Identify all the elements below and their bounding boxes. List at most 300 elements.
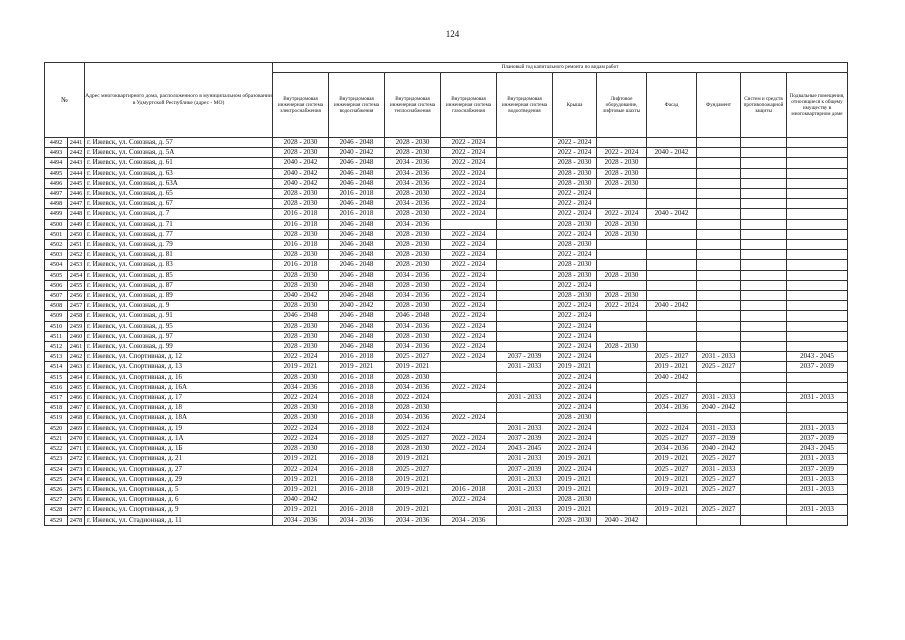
row-year-cell <box>697 260 741 270</box>
row-year-cell: 2022 - 2024 <box>553 444 597 454</box>
row-address: г. Ижевск, ул. Спортивная, д. 29 <box>85 474 273 484</box>
row-year-cell: 2019 - 2021 <box>385 362 441 372</box>
row-year-cell <box>647 413 697 423</box>
row-address: г. Ижевск, ул. Союзная, д. 91 <box>85 311 273 321</box>
row-year-cell <box>597 352 647 362</box>
row-address: г. Ижевск, ул. Спортивная, д. 27 <box>85 464 273 474</box>
row-year-cell <box>441 219 497 229</box>
row-index: 2446 <box>68 189 85 199</box>
row-year-cell: 2040 - 2042 <box>273 168 329 178</box>
row-year-cell: 2022 - 2024 <box>441 168 497 178</box>
row-year-cell <box>497 148 553 158</box>
row-year-cell: 2028 - 2030 <box>597 219 647 229</box>
row-year-cell <box>647 495 697 505</box>
row-year-cell <box>441 505 497 515</box>
row-year-cell: 2022 - 2024 <box>553 331 597 341</box>
row-year-cell <box>697 148 741 158</box>
row-year-cell <box>497 311 553 321</box>
row-year-cell <box>741 148 787 158</box>
row-year-cell: 2028 - 2030 <box>385 138 441 148</box>
row-year-cell <box>787 229 848 239</box>
row-year-cell: 2037 - 2039 <box>497 352 553 362</box>
row-year-cell: 2019 - 2021 <box>647 454 697 464</box>
row-year-cell: 2031 - 2033 <box>787 393 848 403</box>
row-year-cell: 2028 - 2030 <box>385 301 441 311</box>
row-year-cell <box>741 158 787 168</box>
row-year-cell <box>741 505 787 515</box>
row-index: 2443 <box>68 158 85 168</box>
row-year-cell <box>697 250 741 260</box>
row-number: 4497 <box>45 189 68 199</box>
row-year-cell: 2028 - 2030 <box>553 413 597 423</box>
row-number: 4518 <box>45 403 68 413</box>
row-year-cell: 2022 - 2024 <box>441 250 497 260</box>
row-year-cell: 2019 - 2021 <box>273 454 329 464</box>
row-year-cell <box>597 372 647 382</box>
row-year-cell <box>597 382 647 392</box>
row-address: г. Ижевск, ул. Спортивная, д. 12 <box>85 352 273 362</box>
row-index: 2470 <box>68 433 85 443</box>
row-year-cell <box>741 168 787 178</box>
row-address: г. Ижевск, ул. Спортивная, д. 5 <box>85 484 273 494</box>
row-index: 2441 <box>68 138 85 148</box>
row-year-cell <box>441 423 497 433</box>
row-year-cell <box>741 291 787 301</box>
row-year-cell <box>787 189 848 199</box>
row-year-cell <box>741 413 787 423</box>
row-year-cell <box>441 464 497 474</box>
row-address: г. Ижевск, ул. Спортивная, д. 21 <box>85 454 273 464</box>
row-year-cell <box>787 311 848 321</box>
row-year-cell: 2034 - 2036 <box>647 444 697 454</box>
row-year-cell: 2022 - 2024 <box>553 321 597 331</box>
row-year-cell: 2019 - 2021 <box>273 505 329 515</box>
row-year-cell <box>597 321 647 331</box>
row-year-cell <box>647 342 697 352</box>
row-index: 2448 <box>68 209 85 219</box>
row-year-cell: 2028 - 2030 <box>273 413 329 423</box>
row-year-cell: 2016 - 2018 <box>329 413 385 423</box>
row-year-cell <box>441 454 497 464</box>
row-address: г. Ижевск, ул. Спортивная, д. 13 <box>85 362 273 372</box>
row-year-cell: 2028 - 2030 <box>597 229 647 239</box>
row-year-cell <box>647 158 697 168</box>
row-year-cell: 2046 - 2048 <box>273 311 329 321</box>
row-year-cell: 2016 - 2018 <box>329 352 385 362</box>
row-year-cell <box>497 515 553 525</box>
row-address: г. Ижевск, ул. Союзная, д. 57 <box>85 138 273 148</box>
row-year-cell: 2031 - 2033 <box>497 474 553 484</box>
row-year-cell: 2025 - 2027 <box>697 484 741 494</box>
row-year-cell: 2025 - 2027 <box>647 352 697 362</box>
row-year-cell <box>497 291 553 301</box>
row-address: г. Ижевск, ул. Союзная, д. 67 <box>85 199 273 209</box>
row-number: 4516 <box>45 382 68 392</box>
row-year-cell: 2019 - 2021 <box>273 362 329 372</box>
row-year-cell: 2031 - 2033 <box>787 454 848 464</box>
row-year-cell: 2016 - 2018 <box>329 464 385 474</box>
row-year-cell: 2028 - 2030 <box>553 158 597 168</box>
row-year-cell: 2022 - 2024 <box>273 423 329 433</box>
row-year-cell: 2028 - 2030 <box>273 301 329 311</box>
table-row <box>45 209 848 219</box>
row-year-cell: 2046 - 2048 <box>329 138 385 148</box>
row-year-cell <box>787 168 848 178</box>
row-year-cell <box>787 250 848 260</box>
row-year-cell: 2034 - 2036 <box>385 219 441 229</box>
row-year-cell: 2025 - 2027 <box>385 464 441 474</box>
row-number: 4529 <box>45 515 68 525</box>
row-year-cell: 2016 - 2018 <box>329 454 385 464</box>
row-year-cell: 2022 - 2024 <box>553 280 597 290</box>
row-year-cell: 2022 - 2024 <box>441 148 497 158</box>
row-year-cell: 2022 - 2024 <box>553 229 597 239</box>
row-year-cell: 2031 - 2033 <box>697 352 741 362</box>
row-year-cell <box>697 515 741 525</box>
row-year-cell: 2037 - 2039 <box>497 433 553 443</box>
table-row <box>45 352 848 362</box>
row-year-cell: 2022 - 2024 <box>441 178 497 188</box>
table-row <box>45 331 848 341</box>
row-year-cell <box>597 484 647 494</box>
row-year-cell <box>597 505 647 515</box>
row-year-cell <box>697 382 741 392</box>
row-year-cell: 2022 - 2024 <box>647 423 697 433</box>
row-year-cell: 2028 - 2030 <box>553 495 597 505</box>
row-year-cell: 2022 - 2024 <box>273 352 329 362</box>
row-address: г. Ижевск, ул. Спортивная, д. 19 <box>85 423 273 433</box>
row-year-cell <box>741 454 787 464</box>
row-year-cell: 2028 - 2030 <box>553 168 597 178</box>
row-year-cell <box>497 280 553 290</box>
header-work-type: Внутридомовая инженерная система теплоснабжения <box>385 73 441 138</box>
row-year-cell: 2034 - 2036 <box>385 199 441 209</box>
row-year-cell: 2025 - 2027 <box>697 454 741 464</box>
row-year-cell <box>497 158 553 168</box>
row-year-cell: 2022 - 2024 <box>441 342 497 352</box>
row-year-cell <box>697 413 741 423</box>
row-year-cell: 2040 - 2042 <box>273 291 329 301</box>
row-year-cell <box>597 362 647 372</box>
table-row <box>45 168 848 178</box>
row-address: г. Ижевск, ул. Союзная, д. 99 <box>85 342 273 352</box>
row-year-cell <box>497 250 553 260</box>
table-row <box>45 444 848 454</box>
row-year-cell: 2040 - 2042 <box>697 403 741 413</box>
row-year-cell: 2040 - 2042 <box>697 444 741 454</box>
row-address: г. Ижевск, ул. Союзная, д. 63 <box>85 168 273 178</box>
row-year-cell: 2046 - 2048 <box>329 168 385 178</box>
row-year-cell: 2022 - 2024 <box>553 433 597 443</box>
row-year-cell: 2022 - 2024 <box>441 382 497 392</box>
row-year-cell <box>741 382 787 392</box>
row-year-cell: 2022 - 2024 <box>273 393 329 403</box>
row-index: 2452 <box>68 250 85 260</box>
table-row <box>45 464 848 474</box>
row-year-cell <box>497 199 553 209</box>
row-year-cell <box>741 331 787 341</box>
row-year-cell: 2022 - 2024 <box>553 393 597 403</box>
row-year-cell <box>597 454 647 464</box>
row-number: 4507 <box>45 291 68 301</box>
table-row <box>45 240 848 250</box>
table-row <box>45 148 848 158</box>
row-index: 2471 <box>68 444 85 454</box>
row-year-cell <box>697 495 741 505</box>
row-year-cell <box>647 321 697 331</box>
row-year-cell: 2034 - 2036 <box>385 158 441 168</box>
row-year-cell <box>647 240 697 250</box>
row-year-cell: 2046 - 2048 <box>329 291 385 301</box>
row-year-cell <box>647 382 697 392</box>
row-year-cell: 2019 - 2021 <box>647 474 697 484</box>
row-number: 4506 <box>45 280 68 290</box>
row-year-cell: 2028 - 2030 <box>273 331 329 341</box>
row-year-cell: 2022 - 2024 <box>553 301 597 311</box>
row-number: 4510 <box>45 321 68 331</box>
row-year-cell: 2046 - 2048 <box>329 158 385 168</box>
row-year-cell: 2028 - 2030 <box>553 291 597 301</box>
row-year-cell <box>597 331 647 341</box>
row-year-cell: 2034 - 2036 <box>385 168 441 178</box>
row-year-cell: 2034 - 2036 <box>273 515 329 525</box>
row-year-cell: 2028 - 2030 <box>273 148 329 158</box>
row-year-cell <box>741 301 787 311</box>
table-row <box>45 270 848 280</box>
row-year-cell: 2019 - 2021 <box>329 362 385 372</box>
row-address: г. Ижевск, ул. Союзная, д. 61 <box>85 158 273 168</box>
row-year-cell <box>741 240 787 250</box>
row-year-cell: 2028 - 2030 <box>385 209 441 219</box>
table-row <box>45 229 848 239</box>
table-row <box>45 454 848 464</box>
row-year-cell <box>787 138 848 148</box>
row-year-cell <box>741 393 787 403</box>
row-year-cell: 2037 - 2039 <box>787 464 848 474</box>
header-work-type: Внутридомовая инженерная система водоснабжения <box>329 73 385 138</box>
row-year-cell <box>697 301 741 311</box>
row-index: 2465 <box>68 382 85 392</box>
row-index: 2472 <box>68 454 85 464</box>
row-number: 4524 <box>45 464 68 474</box>
row-year-cell: 2019 - 2021 <box>647 484 697 494</box>
row-index: 2464 <box>68 372 85 382</box>
row-year-cell <box>597 393 647 403</box>
row-year-cell: 2028 - 2030 <box>273 189 329 199</box>
row-year-cell: 2031 - 2033 <box>497 362 553 372</box>
row-year-cell <box>597 199 647 209</box>
row-index: 2460 <box>68 331 85 341</box>
row-year-cell <box>647 291 697 301</box>
row-number: 4508 <box>45 301 68 311</box>
row-index: 2467 <box>68 403 85 413</box>
row-number: 4505 <box>45 270 68 280</box>
row-address: г. Ижевск, ул. Спортивная, д. 18А <box>85 413 273 423</box>
row-index: 2477 <box>68 505 85 515</box>
row-number: 4500 <box>45 219 68 229</box>
row-year-cell <box>497 138 553 148</box>
row-year-cell: 2040 - 2042 <box>273 158 329 168</box>
row-year-cell <box>741 209 787 219</box>
row-number: 4501 <box>45 229 68 239</box>
table-row <box>45 138 848 148</box>
row-year-cell: 2019 - 2021 <box>647 362 697 372</box>
row-year-cell: 2022 - 2024 <box>441 280 497 290</box>
row-year-cell: 2019 - 2021 <box>553 454 597 464</box>
row-year-cell <box>697 209 741 219</box>
row-year-cell <box>697 321 741 331</box>
row-number: 4512 <box>45 342 68 352</box>
row-year-cell: 2016 - 2018 <box>329 433 385 443</box>
row-year-cell: 2022 - 2024 <box>441 311 497 321</box>
row-index: 2463 <box>68 362 85 372</box>
row-year-cell <box>741 311 787 321</box>
row-year-cell: 2022 - 2024 <box>441 138 497 148</box>
row-year-cell: 2028 - 2030 <box>553 240 597 250</box>
row-year-cell <box>787 199 848 209</box>
row-number: 4526 <box>45 484 68 494</box>
row-index: 2475 <box>68 484 85 494</box>
row-year-cell <box>647 138 697 148</box>
row-year-cell <box>597 433 647 443</box>
row-year-cell: 2028 - 2030 <box>385 189 441 199</box>
row-address: г. Ижевск, ул. Спортивная, д. 1Б <box>85 444 273 454</box>
row-year-cell: 2022 - 2024 <box>553 423 597 433</box>
row-number: 4520 <box>45 423 68 433</box>
row-number: 4513 <box>45 352 68 362</box>
row-year-cell: 2040 - 2042 <box>647 372 697 382</box>
row-year-cell: 2046 - 2048 <box>329 260 385 270</box>
row-address: г. Ижевск, ул. Союзная, д. 63А <box>85 178 273 188</box>
row-year-cell <box>497 495 553 505</box>
row-year-cell <box>497 178 553 188</box>
row-year-cell: 2016 - 2018 <box>329 444 385 454</box>
row-year-cell: 2019 - 2021 <box>273 484 329 494</box>
row-year-cell: 2034 - 2036 <box>647 403 697 413</box>
row-year-cell <box>787 291 848 301</box>
row-year-cell: 2031 - 2033 <box>697 464 741 474</box>
row-year-cell: 2022 - 2024 <box>553 372 597 382</box>
row-number: 4495 <box>45 168 68 178</box>
row-year-cell: 2028 - 2030 <box>553 178 597 188</box>
row-year-cell <box>787 413 848 423</box>
row-year-cell <box>697 168 741 178</box>
row-number: 4492 <box>45 138 68 148</box>
row-year-cell <box>647 229 697 239</box>
row-year-cell: 2022 - 2024 <box>597 148 647 158</box>
row-year-cell: 2022 - 2024 <box>441 495 497 505</box>
row-address: г. Ижевск, ул. Союзная, д. 89 <box>85 291 273 301</box>
row-year-cell: 2037 - 2039 <box>697 433 741 443</box>
row-year-cell: 2034 - 2036 <box>329 515 385 525</box>
row-year-cell: 2028 - 2030 <box>273 229 329 239</box>
table-row <box>45 199 848 209</box>
row-year-cell: 2028 - 2030 <box>553 219 597 229</box>
row-index: 2455 <box>68 280 85 290</box>
table-row <box>45 280 848 290</box>
row-year-cell: 2022 - 2024 <box>441 444 497 454</box>
row-year-cell <box>441 372 497 382</box>
row-number: 4509 <box>45 311 68 321</box>
row-year-cell <box>597 240 647 250</box>
row-address: г. Ижевск, ул. Спортивная, д. 1А <box>85 433 273 443</box>
row-year-cell: 2016 - 2018 <box>329 372 385 382</box>
row-year-cell: 2046 - 2048 <box>329 178 385 188</box>
row-year-cell <box>741 321 787 331</box>
row-year-cell: 2025 - 2027 <box>697 505 741 515</box>
row-year-cell: 2028 - 2030 <box>553 515 597 525</box>
row-number: 4517 <box>45 393 68 403</box>
table-row <box>45 158 848 168</box>
table-row <box>45 393 848 403</box>
row-year-cell <box>787 219 848 229</box>
row-year-cell <box>697 229 741 239</box>
row-year-cell <box>597 260 647 270</box>
row-year-cell <box>741 484 787 494</box>
row-year-cell <box>697 311 741 321</box>
row-year-cell: 2034 - 2036 <box>385 291 441 301</box>
row-number: 4498 <box>45 199 68 209</box>
row-year-cell <box>497 321 553 331</box>
row-year-cell: 2025 - 2027 <box>697 474 741 484</box>
row-year-cell <box>647 250 697 260</box>
row-year-cell: 2040 - 2042 <box>273 178 329 188</box>
header-work-type: Лифтовое оборудование, лифтовые шахты <box>597 73 647 138</box>
row-year-cell <box>787 342 848 352</box>
row-year-cell: 2022 - 2024 <box>441 209 497 219</box>
row-year-cell: 2028 - 2030 <box>597 270 647 280</box>
row-year-cell: 2034 - 2036 <box>385 342 441 352</box>
row-year-cell: 2028 - 2030 <box>597 291 647 301</box>
row-year-cell: 2028 - 2030 <box>385 260 441 270</box>
row-index: 2474 <box>68 474 85 484</box>
row-index: 2458 <box>68 311 85 321</box>
row-year-cell <box>697 280 741 290</box>
row-year-cell: 2031 - 2033 <box>787 484 848 494</box>
row-year-cell: 2025 - 2027 <box>647 393 697 403</box>
row-index: 2457 <box>68 301 85 311</box>
row-year-cell: 2025 - 2027 <box>385 433 441 443</box>
table-row <box>45 301 848 311</box>
row-year-cell <box>647 515 697 525</box>
row-index: 2456 <box>68 291 85 301</box>
row-year-cell <box>647 168 697 178</box>
row-year-cell: 2022 - 2024 <box>441 189 497 199</box>
table-row <box>45 423 848 433</box>
row-year-cell <box>697 291 741 301</box>
row-year-cell <box>787 260 848 270</box>
row-address: г. Ижевск, ул. Союзная, д. 97 <box>85 331 273 341</box>
header-work-type: Систем и средств противопожарной защиты <box>741 73 787 138</box>
row-year-cell: 2025 - 2027 <box>647 433 697 443</box>
row-year-cell: 2022 - 2024 <box>441 229 497 239</box>
row-year-cell: 2034 - 2036 <box>385 382 441 392</box>
row-year-cell <box>787 515 848 525</box>
row-number: 4504 <box>45 260 68 270</box>
row-year-cell: 2040 - 2042 <box>273 495 329 505</box>
row-address: г. Ижевск, ул. Союзная, д. 7 <box>85 209 273 219</box>
row-year-cell: 2031 - 2033 <box>497 484 553 494</box>
row-year-cell <box>597 138 647 148</box>
row-year-cell: 2046 - 2048 <box>329 199 385 209</box>
row-year-cell: 2037 - 2039 <box>787 362 848 372</box>
row-year-cell <box>385 495 441 505</box>
table-row <box>45 362 848 372</box>
row-year-cell: 2016 - 2018 <box>273 260 329 270</box>
row-year-cell: 2019 - 2021 <box>553 474 597 484</box>
row-year-cell <box>787 301 848 311</box>
table-row <box>45 505 848 515</box>
